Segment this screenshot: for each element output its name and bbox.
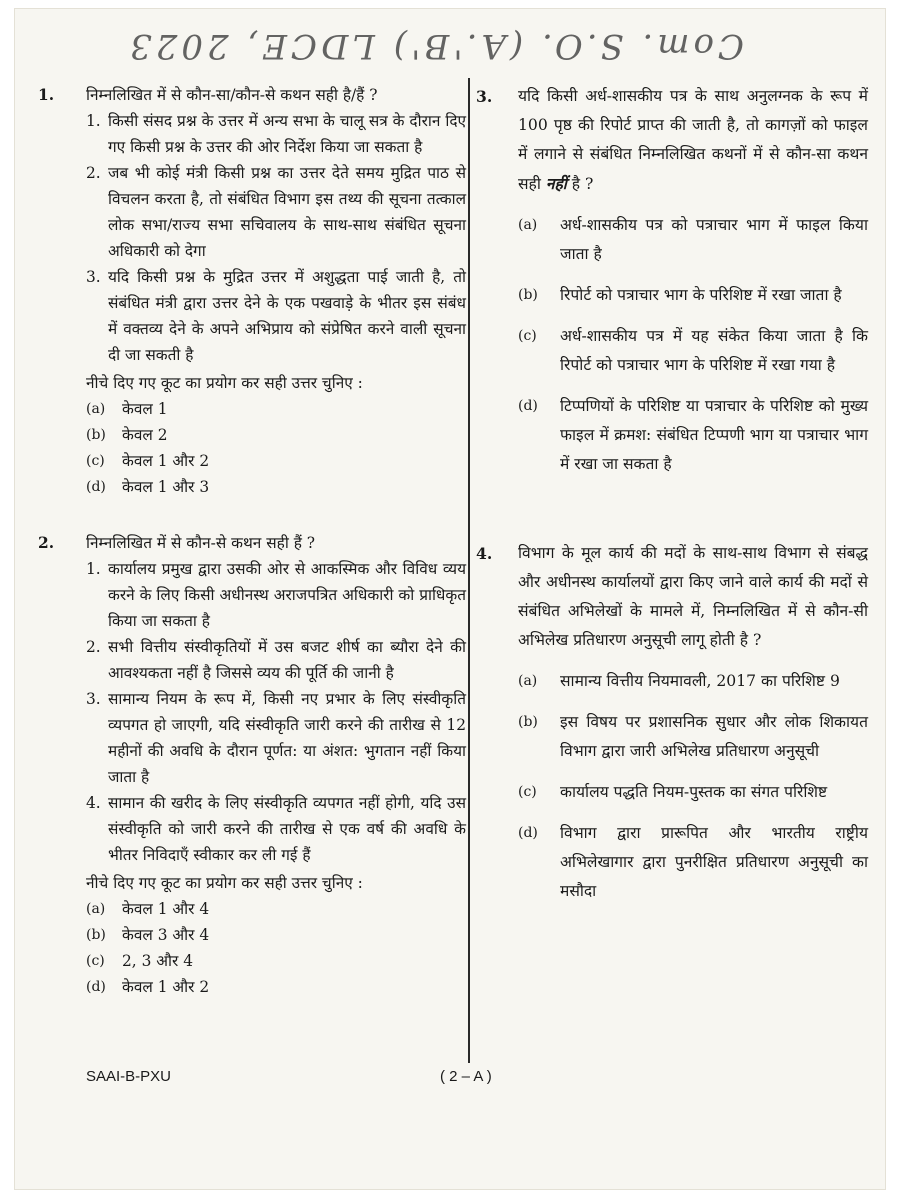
question-text-start: यदि किसी अर्ध-शासकीय पत्र के साथ अनुलग्नक के रूप में 100 पृष्ठ की रिपोर्ट प्राप्त की जाती है, तो कागज़ों को फाइल में लगाने से संबंधित निम्नलिखित कथनों में से कौन-सा कथन सही bbox=[518, 87, 868, 193]
booklet-code: SAAI-B-PXU bbox=[86, 1068, 172, 1085]
option-list bbox=[518, 667, 868, 906]
option-letter: (d) bbox=[86, 479, 106, 495]
statement bbox=[86, 264, 466, 368]
statement bbox=[86, 160, 466, 264]
statement-number: 2. bbox=[86, 164, 101, 182]
option bbox=[86, 974, 466, 1000]
option bbox=[518, 211, 868, 269]
question-text: निम्नलिखित में से कौन-से कथन सही हैं ? bbox=[86, 534, 316, 552]
option bbox=[518, 667, 868, 696]
option-text: रिपोर्ट को पत्राचार भाग के परिशिष्ट में रखा जाता है bbox=[560, 286, 842, 304]
page-number: ( 2 – A ) bbox=[440, 1068, 492, 1085]
option-text: कार्यालय पद्धति नियम-पुस्तक का संगत परिशिष्ट bbox=[560, 783, 828, 801]
option-text: केवल 2 bbox=[122, 426, 168, 444]
question-number: 3. bbox=[476, 87, 493, 106]
option-letter: (d) bbox=[518, 825, 538, 841]
statement bbox=[86, 686, 466, 790]
option bbox=[86, 422, 466, 448]
column-divider bbox=[468, 78, 470, 1063]
option-list bbox=[518, 211, 868, 479]
statement-number: 1. bbox=[86, 112, 101, 130]
handwritten-header: Com. S.O. (A.'B') LDCE, 2023 bbox=[126, 26, 744, 66]
option bbox=[518, 708, 868, 766]
option bbox=[86, 922, 466, 948]
left-column bbox=[38, 82, 466, 1014]
option-list bbox=[86, 896, 466, 1000]
statement-text: यदि किसी प्रश्न के मुद्रित उत्तर में अशुद्धता पाई जाती है, तो संबंधित मंत्री द्वारा उत्तर देने के एक पखवाड़े के भीतर इस संबंध में वक्तव्य देने के अपने अभिप्राय को संप्रेषित करने वाली सूचना दी जा सकती है bbox=[108, 268, 466, 364]
question-1 bbox=[38, 82, 466, 500]
option-letter: (a) bbox=[518, 217, 538, 233]
statement-number: 1. bbox=[86, 560, 101, 578]
option-text: केवल 1 और 4 bbox=[122, 900, 210, 918]
statement-number: 3. bbox=[86, 268, 101, 286]
statement bbox=[86, 556, 466, 634]
option bbox=[518, 322, 868, 380]
option-letter: (c) bbox=[86, 953, 105, 969]
option-text: इस विषय पर प्रशासनिक सुधार और लोक शिकायत विभाग द्वारा जारी अभिलेख प्रतिधारण अनुसूची bbox=[560, 713, 868, 760]
option-text: केवल 1 और 3 bbox=[122, 478, 210, 496]
statement-list bbox=[86, 556, 466, 868]
statement-text: जब भी कोई मंत्री किसी प्रश्न का उत्तर देते समय मुद्रित पाठ से विचलन करता है, तो संबंधित विभाग इस तथ्य की सूचना तत्काल लोक सभा/राज्य सभा सचिवालय के साथ-साथ संबंधित सूचना अधिकारी को देगा bbox=[108, 164, 466, 260]
option-text: टिप्पणियों के परिशिष्ट या पत्राचार के परिशिष्ट को मुख्य फाइल में क्रमश: संबंधित टिप्पणी भाग या पत्राचार भाग में रखा जा सकता है bbox=[560, 397, 868, 473]
option-text: विभाग द्वारा प्रारूपित और भारतीय राष्ट्रीय अभिलेखागार द्वारा पुनरीक्षित प्रतिधारण अनुसूची का मसौदा bbox=[560, 824, 868, 900]
option-text: अर्ध-शासकीय पत्र में यह संकेत किया जाता है कि रिपोर्ट को पत्राचार भाग के परिशिष्ट में रखा गया है bbox=[560, 327, 868, 374]
option bbox=[518, 778, 868, 807]
option-list bbox=[86, 396, 466, 500]
question-text-end: है ? bbox=[571, 175, 594, 193]
option-letter: (c) bbox=[518, 784, 537, 800]
question-text bbox=[518, 82, 868, 199]
question-number: 2. bbox=[38, 534, 55, 552]
option-text: सामान्य वित्तीय नियमावली, 2017 का परिशिष्ट 9 bbox=[560, 672, 840, 690]
question-text: विभाग के मूल कार्य की मदों के साथ-साथ विभाग से संबद्ध और अधीनस्थ कार्यालयों द्वारा किए जाने वाले कार्य की मदों से संबंधित अभिलेखों के मामले में, निम्नलिखित में से कौन-सी अभिलेख प्रतिधारण अनुसूची लागू होती है ? bbox=[518, 544, 868, 649]
question-2 bbox=[38, 530, 466, 1000]
question-number: 1. bbox=[38, 86, 55, 104]
statement-number: 3. bbox=[86, 690, 101, 708]
right-column bbox=[478, 82, 868, 920]
instruction-text: नीचे दिए गए कूट का प्रयोग कर सही उत्तर चुनिए : bbox=[86, 374, 363, 392]
statement-text: सामान की खरीद के लिए संस्वीकृति व्यपगत नहीं होगी, यदि उस संस्वीकृति को जारी करने की तारीख से एक वर्ष की अवधि के भीतर निविदाएँ स्वीकार कर ली गई हैं bbox=[108, 794, 466, 864]
question-3 bbox=[478, 82, 868, 479]
option bbox=[86, 448, 466, 474]
emphasis-word: नहीं bbox=[545, 174, 567, 193]
option bbox=[518, 819, 868, 906]
option-letter: (b) bbox=[86, 427, 106, 443]
option-text: केवल 3 और 4 bbox=[122, 926, 210, 944]
option-text: केवल 1 और 2 bbox=[122, 452, 210, 470]
statement-number: 2. bbox=[86, 638, 101, 656]
statement-text: सामान्य नियम के रूप में, किसी नए प्रभार के लिए संस्वीकृति व्यपगत हो जाएगी, यदि संस्वीकृति जारी करने की तारीख से 12 महीनों की अवधि के दौरान पूर्णत: या अंशत: भुगतान नहीं किया जाता है bbox=[108, 690, 466, 786]
statement bbox=[86, 108, 466, 160]
option-letter: (b) bbox=[518, 287, 538, 303]
option-letter: (b) bbox=[86, 927, 106, 943]
statement-list bbox=[86, 108, 466, 368]
option-letter: (c) bbox=[518, 328, 537, 344]
statement bbox=[86, 634, 466, 686]
question-4 bbox=[478, 539, 868, 906]
option-text: केवल 1 bbox=[122, 400, 168, 418]
option-letter: (a) bbox=[86, 401, 106, 417]
option bbox=[86, 474, 466, 500]
statement-text: किसी संसद प्रश्न के उत्तर में अन्य सभा के चालू सत्र के दौरान दिए गए किसी प्रश्न के उत्तर की ओर निर्देश किया जा सकता है bbox=[108, 112, 466, 156]
instruction-text: नीचे दिए गए कूट का प्रयोग कर सही उत्तर चुनिए : bbox=[86, 874, 363, 892]
option-letter: (c) bbox=[86, 453, 105, 469]
option-letter: (d) bbox=[86, 979, 106, 995]
option-letter: (d) bbox=[518, 398, 538, 414]
option bbox=[86, 396, 466, 422]
question-number: 4. bbox=[476, 544, 493, 563]
option bbox=[86, 948, 466, 974]
option-text: अर्ध-शासकीय पत्र को पत्राचार भाग में फाइल किया जाता है bbox=[560, 216, 868, 263]
option bbox=[86, 896, 466, 922]
statement-text: कार्यालय प्रमुख द्वारा उसकी ओर से आकस्मिक और विविध व्यय करने के लिए किसी अधीनस्थ अराजपत्रित अधिकारी को प्राधिकृत किया जा सकता है bbox=[108, 560, 466, 630]
statement-text: सभी वित्तीय संस्वीकृतियों में उस बजट शीर्ष का ब्यौरा देने की आवश्यकता नहीं है जिससे व्यय की पूर्ति की जानी है bbox=[108, 638, 466, 682]
option bbox=[518, 392, 868, 479]
option-letter: (a) bbox=[86, 901, 106, 917]
option-text: केवल 1 और 2 bbox=[122, 978, 210, 996]
statement bbox=[86, 790, 466, 868]
option-letter: (a) bbox=[518, 673, 538, 689]
option-letter: (b) bbox=[518, 714, 538, 730]
statement-number: 4. bbox=[86, 794, 101, 812]
option bbox=[518, 281, 868, 310]
question-text: निम्नलिखित में से कौन-सा/कौन-से कथन सही है/हैं ? bbox=[86, 86, 378, 104]
option-text: 2, 3 और 4 bbox=[122, 952, 193, 970]
